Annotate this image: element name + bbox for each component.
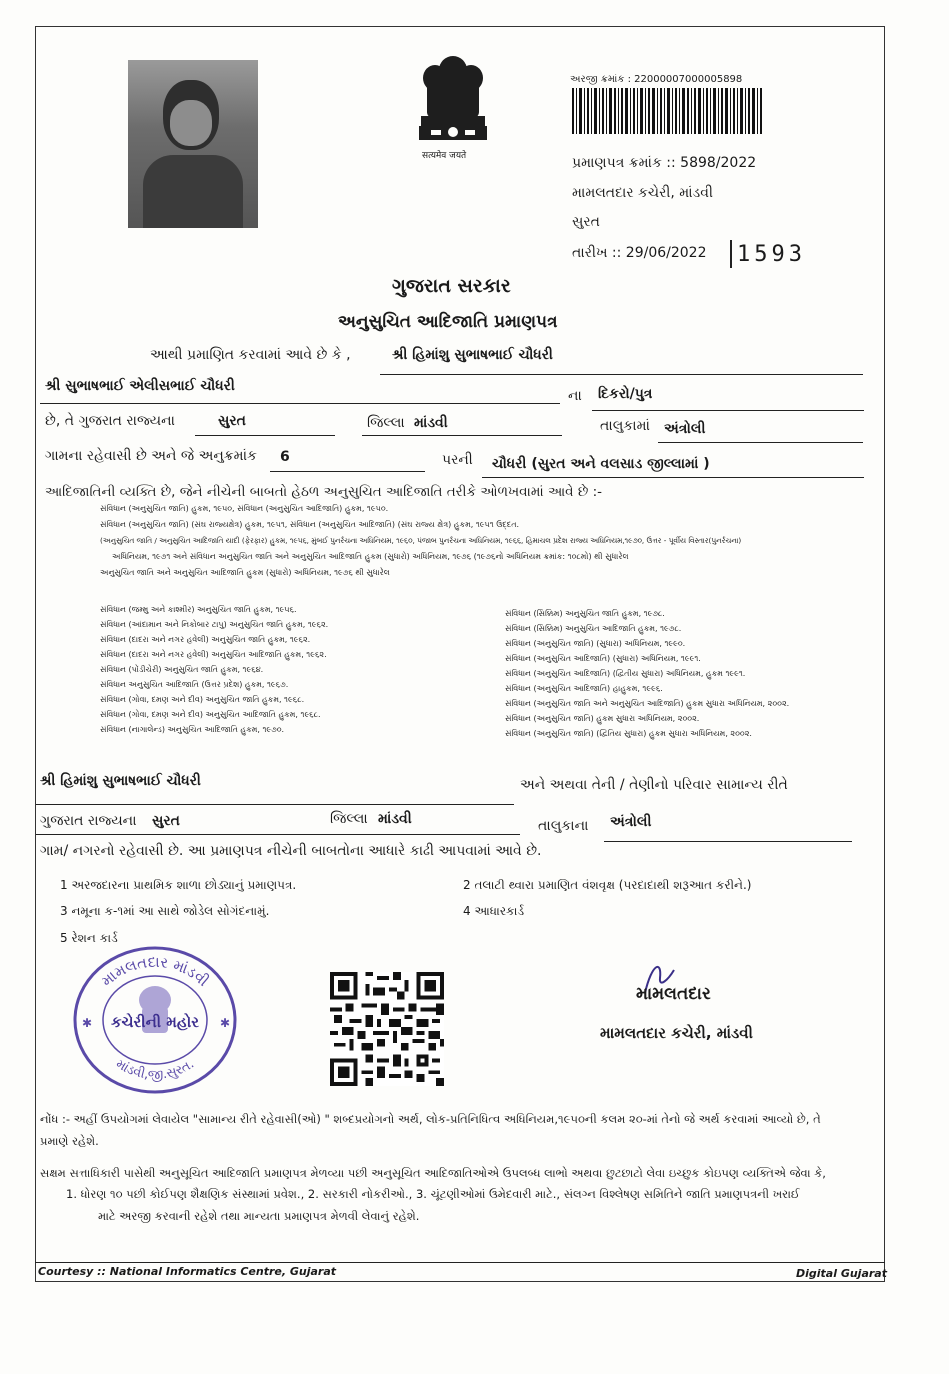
tribe-value: ચૌધરી (સુરત અને વલસાડ જીલ્લામાં ) [492, 456, 710, 472]
svg-text:✱: ✱ [82, 1016, 93, 1030]
taluka-value: માંડવી [414, 415, 448, 431]
order-item: સંવિધાન (અનુસુચિત જાતિ) હુકમ સુધારા અધિનિયમ, ૨૦૦૨. [505, 714, 700, 723]
order-item: સંવિધાન (દાદરા અને નગર હવેલી) અનુસુચિત આદિજાતિ હુકમ, ૧૯૬૨. [100, 650, 327, 659]
applicant-name-2: શ્રી હિમાંશુ સુભાષભાઈ ચૌધરી [40, 773, 201, 789]
note-line: નોંધ :- અહીં ઉપયોગમાં લેવાયેલ "સામાન્ય રીતે રહેવાસી(ઓ) " શબ્દપ્રયોગનો અર્થ, લોક-પ્રતિનિધિત્વ અધિનિયમ,૧૯૫૦ની કલમ ૨૦-માં તેનો જે અર્થ કરવામાં આવ્યો છે, તે [40, 1112, 821, 1126]
order-line: સંવિધાન (અનુસુચિત જાતિ) હુકમ, ૧૯૫૦, સંવિધાન (અનુસુચિત આદિજાતિ) હુકમ, ૧૯૫૦. [100, 504, 389, 513]
order-item: સંવિધાન (આંદામાન અને નિકોબાર ટાપુ) અનુસુચિત જાતિ હુકમ, ૧૯૬૨. [100, 620, 329, 629]
underline [380, 374, 863, 375]
document-item: 5 રેશન કાર્ડ [60, 931, 118, 945]
underline [482, 477, 864, 478]
order-item: સંવિધાન અનુસુચિત આદિજાતિ (ઉત્તર પ્રદેશ) હુકમ, ૧૯૬૭. [100, 680, 289, 689]
document-item: 2 તલાટી થ્વારા પ્રમાણિત વંશવૃક્ષ (પરદાદાથી શરૂઆત કરીને.) [463, 878, 752, 892]
svg-text:✱: ✱ [220, 1016, 231, 1030]
underline [658, 442, 863, 443]
document-item: 3 નમૂના ક-૧માં આ સાથે જોડેલ સોગંદનામું. [60, 904, 270, 918]
order-item: સંવિધાન (અનુસુચિત જાતિ અને અનુસુચિત આદિજાતિ) હુકમ સુધારા અધિનિયમ, ૨૦૦૨. [505, 699, 790, 708]
seal-center-text: કચેરીની મહોર [110, 1013, 200, 1031]
application-number: અરજી ક્રમાંક : 22000007000005898 [570, 74, 743, 85]
relation: દિકરો/પુત્ર [598, 386, 653, 402]
handwritten-number: 1593 [737, 242, 806, 267]
document-item: 4 આધારકાર્ડ [463, 904, 525, 918]
qr-code [330, 972, 444, 1086]
certify-text: આથી પ્રમાણિત કરવામાં આવે છે કે , [150, 347, 351, 363]
state-label: છે, તે ગુજરાત રાજ્યના [45, 413, 175, 429]
taluka-label-2: તાલુકાના [538, 818, 589, 834]
village-value: અંત્રોલી [664, 421, 706, 437]
underline [40, 403, 560, 404]
order-line: સંવિધાન (અનુસુચિત જાતિ) (સંઘ રાજ્યક્ષેત્ર) હુકમ, ૧૯૫૧, સંવિધાન (અનુસુચિત આદિજાતિ) (સંઘ રાજ્ય ક્ષેત્ર) હુકમ, ૧૯૫૧ ઉદ્દત. [100, 520, 520, 529]
order-item: સંવિધાન (દાદરા અને નગર હવેલી) અનુસુચિત જાતિ હુકમ, ૧૯૬૨. [100, 635, 311, 644]
note-line: પ્રમાણે રહેશે. [40, 1134, 99, 1148]
serial-number: 6 [280, 449, 290, 465]
issuing-city: સુરત [572, 214, 600, 230]
order-item: સંવિધાન (પોંડીચેરી) અનુસુચિત જાતિ હુકમ, ૧૯૬૪. [100, 665, 264, 674]
digital-gujarat-text: Digital Gujarat [796, 1267, 887, 1280]
emblem-caption: सत्यमेव जयते [422, 151, 467, 161]
order-line: અધિનિયમ, ૧૯૭૧ અને સંવિધાન અનુસુચિત જાતિ અને અનુસુચિત આદિજાતિ હુકમ (સુધારો) અધિનિયમ, ૧૯૭૬ (૧૯૭૬નો અધિનિયમ ક્રમાંક: ૧૦૮મો) થી સુધારેલ [112, 552, 629, 561]
svg-text:માંડવી,જી.સુરત. [113, 1057, 197, 1083]
order-line: (અનુસુચિત જાતિ / અનુસુચિત આદિજાતિ યાદી (ફેરફાર) હુકમ, ૧૯૫૬, મુંબઈ પુનર્રચના અધિનિયમ, ૧૯૬૦, પંજાબ પુનર્રચના અધિનિયમ, ૧૯૬૬, હિમાચલ પ્રદેશ રાજ્ય અધિનિયમ,૧૯૭૦, ઉત્તર - પૂર્વીય વિસ્તાર(પુનર્રચના) [100, 536, 742, 545]
order-line: અનુસુચિત જાતિ અને અનુસુચિત આદિજાતિ હુકમ (સુધારો) અધિનિયમ, ૧૯૭૬ થી સુધારેલ [100, 568, 390, 577]
note-line: માટે અરજી કરવાની રહેશે તથા માન્યતા પ્રમાણપત્ર મેળવી લેવાનું રહેશે. [98, 1209, 420, 1223]
order-item: સંવિધાન (સિક્કિમ) અનુસુચિત આદિજાતિ હુકમ, ૧૯૭૮. [505, 624, 682, 633]
certificate-number: પ્રમાણપત્ર ક્રમાંક :: 5898/2022 [572, 155, 757, 171]
note-line: 1. ધોરણ ૧૦ પછી કોઈપણ શૈક્ષણિક સંસ્થામાં પ્રવેશ., 2. સરકારી નોકરીઓ., 3. ચૂંટણીઓમાં ઉમેદવારી માટે., સંલગ્ન વિશ્લેષણ સમિતિને જાતિ પ્રમાણપત્રની ખરાઈ [66, 1187, 800, 1201]
family-text: અને અથવા તેની / તેણીનો પરિવાર સામાન્ય રીતે [520, 777, 788, 793]
courtesy-text: Courtesy :: National Informatics Centre, Gujarat [38, 1265, 337, 1278]
document-item: 1 અરજદારના પ્રાથમિક શાળા છોડ્યાનું પ્રમાણપત્ર. [60, 878, 297, 892]
underline [592, 410, 864, 411]
resident-text: ગામના રહેવાસી છે અને જે અનુક્રમાંક [45, 448, 257, 464]
issuing-office: મામલતદાર કચેરી, માંડવી [572, 185, 713, 201]
issue-date: તારીખ :: 29/06/2022 [572, 245, 707, 261]
underline [604, 841, 852, 842]
signatory-title: મામલતદાર [636, 984, 711, 1004]
district-value: સુરત [218, 413, 246, 429]
recognized-text: આદિજાતિની વ્યક્તિ છે, જેને નીચેની બાબતો હેઠળ અનુસુચિત આદિજાતિ તરીકે ઓળખવામાં આવે છે :- [45, 484, 603, 500]
order-item: સંવિધાન (નાગાલેન્ડ) અનુસુચિત આદિજાતિ હુકમ, ૧૯૭૦. [100, 725, 285, 734]
applicant-name: શ્રી હિમાંશુ સુભાષભાઈ ચૌધરી [392, 347, 553, 363]
barcode [572, 88, 762, 134]
order-item: સંવિધાન (જમ્મુ અને કાશ્મીર) અનુસુચિત જાતિ હુકમ, ૧૯૫૬. [100, 605, 297, 614]
issue-basis-text: ગામ/ નગરનો રહેવાસી છે. આ પ્રમાણપત્ર નીચેની બાબતોના આધારે કાઢી આપવામાં આવે છે. [40, 843, 542, 859]
certificate-title: અનુસુચિત આદિજાતિ પ્રમાણપત્ર [338, 312, 558, 332]
orders-right-column [505, 606, 789, 741]
office-seal [70, 945, 240, 1095]
district-label-2: જિલ્લા [330, 811, 368, 827]
state-label-2: ગુજરાત રાજ્યના [40, 813, 137, 829]
order-item: સંવિધાન (અનુસુચિત આદિજાતિ) હાહુકમ, ૧૯૯૬. [505, 684, 663, 693]
order-item: સંવિધાન (અનુસુચિત જાતિ) (દ્વિતિય સુધારા) હુકમ સુધારા અધિનિયમ, ૨૦૦૨. [505, 729, 752, 738]
order-item: સંવિધાન (ગોવા, દમણ અને દીવ) અનુસુચિત આદિજાતિ હુકમ, ૧૯૬૮. [100, 710, 321, 719]
footer-divider [35, 1262, 885, 1263]
seal-top-text: મામલતદાર માંડવી [97, 952, 213, 991]
underline [36, 804, 514, 805]
order-item: સંવિધાન (સિક્કિમ) અનુસુચિત જાતિ હુકમ, ૧૯૭૮. [505, 609, 665, 618]
district-value-2: સુરત [152, 813, 180, 829]
order-item: સંવિધાન (અનુસુચિત જાતિ) (સુધારા) અધિનિયમ, ૧૯૯૦. [505, 639, 686, 648]
note-line: સક્ષમ સત્તાધિકારી પાસેથી અનુસૂચિત આદિજાતિ પ્રમાણપત્ર મેળવ્યા પછી અનુસૂચિત આદિજાતિઓએ ઉપલબ્ધ લાભો અથવા છુટછાટો લેવા ઇચ્છુક કોઇપણ વ્યક્તિએ જેવા કે, [40, 1166, 826, 1180]
district-label: જિલ્લા [367, 415, 405, 431]
orders-left-column [100, 602, 328, 737]
tribe-label: પરની [442, 452, 473, 468]
underline [195, 435, 335, 436]
order-item: સંવિધાન (ગોવા, દમણ અને દીવ) અનુસુચિત જાતિ હુકમ, ૧૯૬૮. [100, 695, 305, 704]
government-title: ગુજરાત સરકાર [392, 275, 511, 297]
father-name: શ્રી સુભાષભાઈ એલીસભાઈ ચૌધરી [45, 378, 235, 394]
handwritten-divider [730, 240, 732, 268]
underline [362, 435, 562, 436]
underline [270, 471, 425, 472]
seal-bottom-text: માંડવી,જી.સુરત. [112, 1056, 198, 1083]
village-value-2: અંત્રોલી [610, 814, 652, 830]
order-item: સંવિધાન (અનુસુચિત આદિજાતિ) (દ્વિતીય સુધારા) અધિનિયમ, હુકમ ૧૯૯૧. [505, 669, 746, 678]
na-label: ના [568, 388, 582, 404]
order-item: સંવિધાન (અનુસુચિત આદિજાતિ) (સુધારા) અધિનિયમ, ૧૯૯૧. [505, 654, 701, 663]
taluka-label: તાલુકામાં [600, 418, 650, 434]
underline [36, 834, 520, 835]
applicant-photo [128, 60, 258, 228]
signatory-office: મામલતદાર કચેરી, માંડવી [600, 1024, 753, 1042]
taluka-value-2: માંડવી [378, 811, 412, 827]
